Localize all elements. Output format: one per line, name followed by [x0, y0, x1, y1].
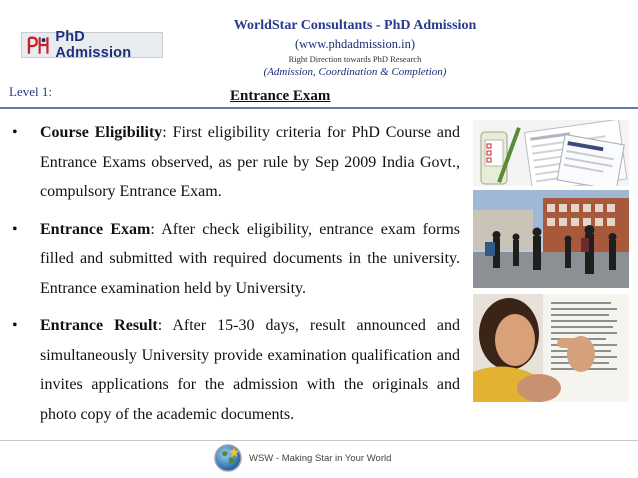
header-tagline: Right Direction towards PhD Research — [288, 54, 422, 64]
bullet-term: Course Eligibility — [40, 124, 163, 141]
header-url: (www.phdadmission.in) — [294, 37, 415, 51]
level-label: Level 1: — [9, 84, 52, 99]
page-title: Entrance Exam — [230, 88, 331, 104]
phd-admission-logo — [21, 29, 163, 61]
bullet-term: Entrance Exam — [40, 220, 151, 238]
bullet-marker: • — [12, 317, 18, 334]
bullet-term: Entrance Result — [40, 317, 158, 334]
logo-text: PhD Admission — [55, 29, 132, 61]
globe-icon — [213, 443, 243, 473]
university-campus-image — [473, 190, 629, 288]
bullet-text: : After check eligibility, entrance exam forms filled and submitted with required documents in the university. Entrance examination held by University. — [40, 220, 460, 297]
result-notice-image — [473, 294, 629, 402]
bullet-paragraph — [40, 215, 460, 304]
logo-mark-icon — [26, 34, 51, 56]
bullet-item-entrance-exam — [12, 215, 460, 304]
bullet-paragraph — [40, 311, 460, 429]
application-forms-image — [473, 120, 629, 186]
bullet-text: : After 15-30 days, result announced and simultaneously University provide examination qualification and invites applications for the admission with the originals and photo copy of the academic documents. — [40, 317, 460, 423]
bullet-list — [12, 118, 460, 437]
header-divider — [0, 107, 638, 109]
footer-text: WSW - Making Star in Your World — [249, 452, 392, 464]
bullet-marker: • — [12, 124, 18, 141]
bullet-text: : First eligibility criteria for PhD Course and Entrance Exams observed, as per rule by Sep 2009 India Govt., compulsory Entrance Exam. — [40, 124, 461, 200]
bullet-item-course-eligibility — [12, 118, 460, 207]
footer — [213, 443, 391, 473]
header-title: WorldStar Consultants - PhD Admission — [233, 18, 477, 33]
bullet-item-entrance-result — [12, 311, 460, 429]
footer-divider — [0, 440, 638, 441]
bullet-paragraph — [40, 118, 460, 207]
bullet-marker: • — [12, 220, 18, 238]
header-subtitle: (Admission, Coordination & Completion) — [263, 66, 447, 78]
